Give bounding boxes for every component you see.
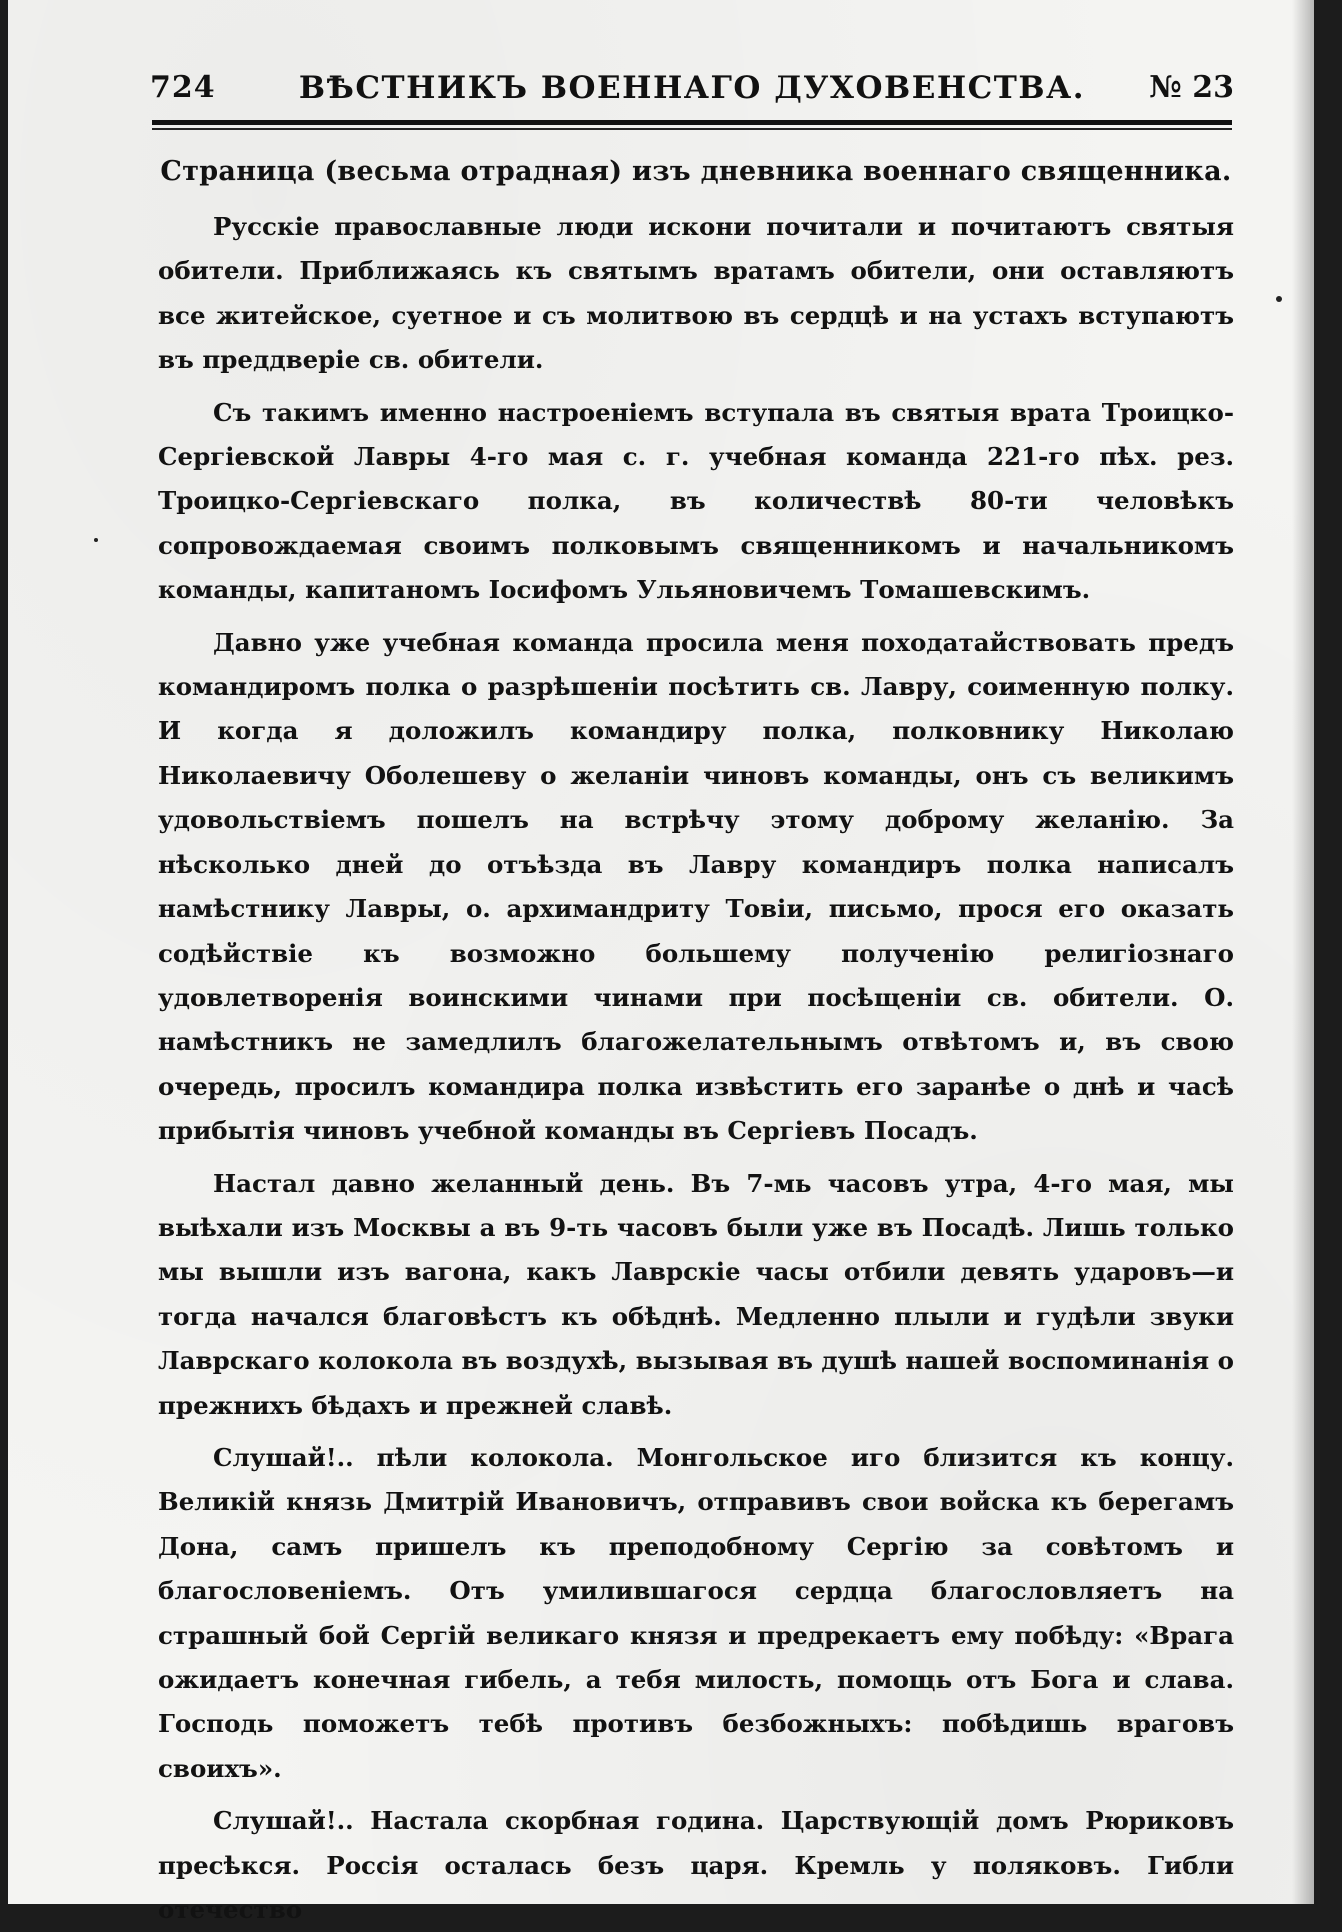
page-edge-shadow [1292, 0, 1314, 1904]
paragraph: Съ такимъ именно настроеніемъ вступала въ святыя врата Троицко-Сергіевской Лавры 4-го мая с. г. учебная команда 221-го пѣх. рез. Троицко-Сергіевскаго полка, въ количествѣ 80-ти человѣкъ сопровождаемая своимъ полковымъ священникомъ и начальникомъ команды, капитаномъ Іосифомъ Ульяновичемъ Томашевскимъ. [158, 397, 1234, 605]
scan-speck [94, 538, 98, 542]
paragraph: Настал давно желанный день. Въ 7-мь часовъ утра, 4-го мая, мы выѣхали изъ Москвы а въ 9-ть часовъ были уже въ Посадѣ. Лишь только мы вышли изъ вагона, какъ Лаврскіе часы отбили девять ударовъ—и тогда начался благовѣстъ къ обѣднѣ. Медленно плыли и гудѣли звуки Лаврскаго колокола въ воздухѣ, вызывая въ душѣ нашей воспоминанія о прежнихъ бѣдахъ и прежней славѣ. [158, 1168, 1234, 1420]
running-header [150, 70, 1234, 118]
page-number: 724 [150, 70, 216, 105]
scanned-page [8, 0, 1314, 1925]
header-rule-thick [152, 120, 1232, 125]
paragraph: Слушай!.. пѣли колокола. Монгольское иго близится къ концу. Великій князь Дмитрій Ивановичъ, отправивъ свои войска къ берегамъ Дона, самъ пришелъ къ преподобному Сергію за совѣтомъ и благословеніемъ. Отъ умилившагося сердца благословляетъ на страшный бой Сергій великаго князя и предрекаетъ ему побѣду: «Врага ожидаетъ конечная гибель, а тебя милость, помощь отъ Бога и слава. Господь поможетъ тебѣ противъ безбожныхъ: побѣдишь враговъ своихъ». [158, 1442, 1234, 1783]
paragraph: Давно уже учебная команда просила меня походатайствовать предъ командиромъ полка о разрѣшеніи посѣтить св. Лавру, соименную полку. И когда я доложилъ командиру полка, полковнику Николаю Николаевичу Оболешеву о желаніи чиновъ команды, онъ съ великимъ удовольствіемъ пошелъ на встрѣчу этому доброму желанію. За нѣсколько дней до отъѣзда въ Лавру командиръ полка написалъ намѣстнику Лавры, о. архимандриту Товіи, письмо, прося его оказать содѣйствіе къ возможно большему полученію религіознаго удовлетворенія воинскими чинами при посѣщеніи св. обители. О. намѣстникъ не замедлилъ благожелательнымъ отвѣтомъ и, въ свою очередь, просилъ командира полка извѣстить его заранѣе о днѣ и часѣ прибытія чиновъ учебной команды въ Сергіевъ Посадъ. [158, 627, 1234, 1146]
paragraph: Русскіе православные люди искони почитали и почитаютъ святыя обители. Приближаясь къ святымъ вратамъ обители, они оставляютъ все житейское, суетное и съ молитвою въ сердцѣ и на устахъ вступаютъ въ преддверіе св. обители. [158, 212, 1234, 375]
header-rule-thin [152, 128, 1232, 130]
scan-speck [1276, 296, 1282, 302]
article-title: Страница (весьма отрадная) изъ дневника военнаго священника. [160, 156, 1232, 187]
issue-number: № 23 [1149, 70, 1234, 105]
journal-title: ВѢСТНИКЪ ВОЕННАГО ДУХОВЕНСТВА. [298, 70, 1086, 106]
paragraph: Слушай!.. Настала скорбная година. Царствующій домъ Рюриковъ пресѣкся. Россія осталась безъ царя. Кремль у поляковъ. Гибли отечество [158, 1806, 1234, 1925]
article-body [158, 156, 1234, 1932]
